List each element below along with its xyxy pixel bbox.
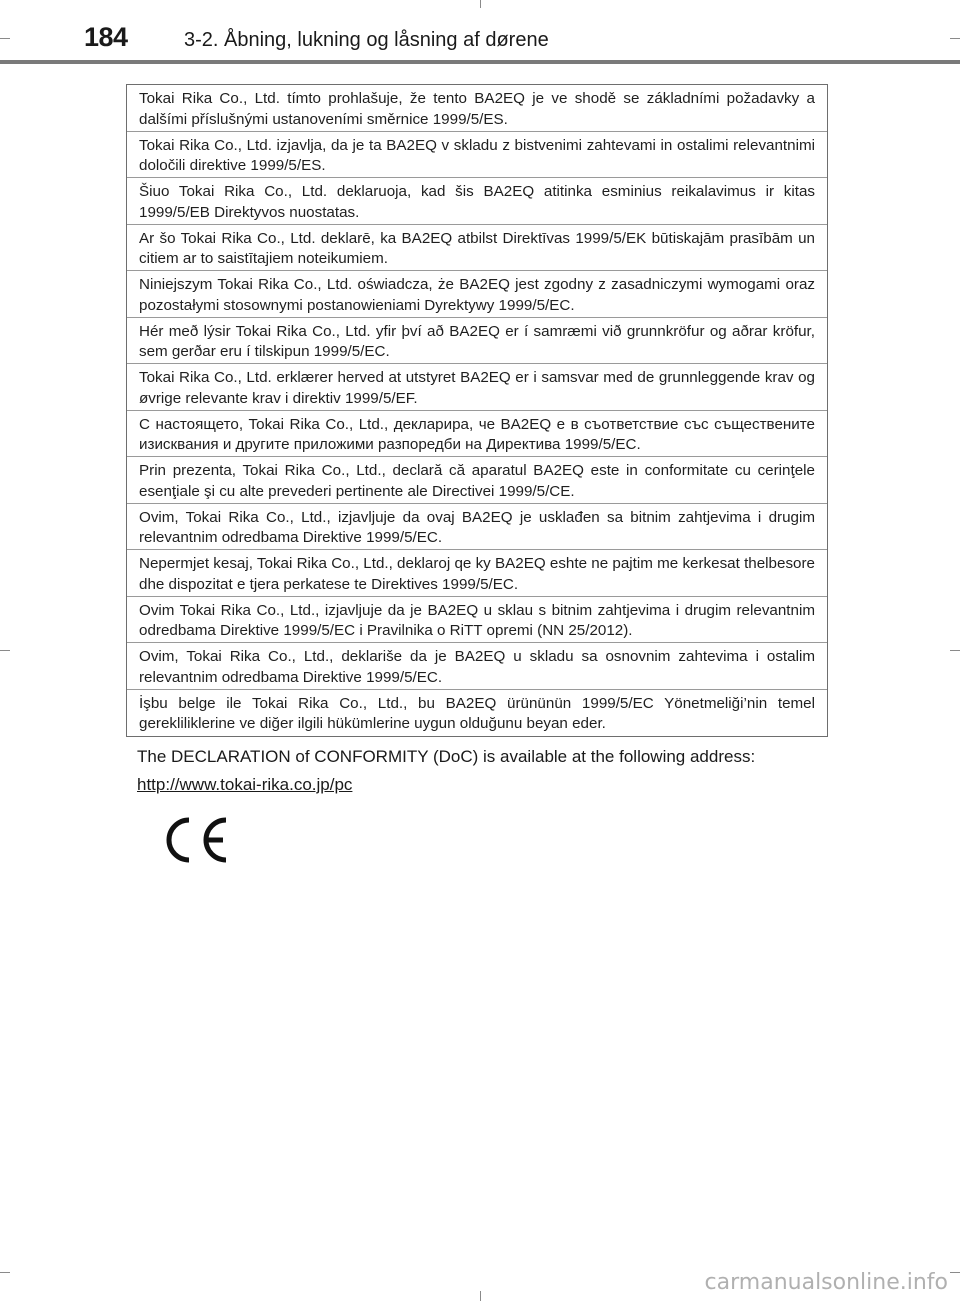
- declaration-serbian: Ovim, Tokai Rika Co., Ltd., deklariše da je BA2EQ u skladu sa osnovnim zahtevima i ostalim relevantnim odredbama Direktive 1999/5/EC.: [127, 643, 827, 690]
- doc-statement: The DECLARATION of CONFORMITY (DoC) is available at the following address:: [137, 747, 756, 766]
- page-header: [0, 0, 960, 64]
- declaration-albanian: Nepermjet kesaj, Tokai Rika Co., Ltd., deklaroj qe ky BA2EQ eshte ne pajtim me kerkesat thelbesore dhe dispozitat e tjera perkatese te Direktives 1999/5/EC.: [127, 550, 827, 597]
- declaration-polish: Niniejszym Tokai Rika Co., Ltd. oświadcza, że BA2EQ jest zgodny z zasadniczymi wymogami oraz pozostałymi stosownymi postanowieniami Dyrektywy 1999/5/EC.: [127, 271, 827, 318]
- declaration-slovenian: Tokai Rika Co., Ltd. izjavlja, da je ta BA2EQ v skladu z bistvenimi zahtevami in ostalimi relevantnimi določili direktive 1999/5/ES.: [127, 132, 827, 179]
- footer-watermark: carmanualsonline.info: [704, 1270, 948, 1295]
- declaration-lithuanian: Šiuo Tokai Rika Co., Ltd. deklaruoja, kad šis BA2EQ atitinka esminius reikalavimus ir kitas 1999/5/EB Direktyvos nuostatas.: [127, 178, 827, 225]
- header-rule: [0, 60, 960, 64]
- declaration-czech: Tokai Rika Co., Ltd. tímto prohlašuje, že tento BA2EQ je ve shodě se základními požadavky a dalšími příslušnými ustanoveními směrnice 1999/5/ES.: [127, 85, 827, 132]
- crop-mark: [0, 650, 10, 651]
- page-number: 184: [84, 22, 128, 52]
- declaration-croatian: Ovim Tokai Rika Co., Ltd., izjavljuje da je BA2EQ u sklau s bitnim zahtjevima i drugim relevantnim odredbama Direktive 1999/5/EC i Pravilnika o RiTT opremi (NN 25/2012).: [127, 597, 827, 644]
- crop-mark: [0, 1272, 10, 1273]
- declaration-turkish: İşbu belge ile Tokai Rika Co., Ltd., bu BA2EQ ürününün 1999/5/EC Yönetmeliği’nin temel gerekliliklerine ve diğer ilgili hükümlerine uygun olduğunu beyan eder.: [139, 694, 815, 732]
- declaration-icelandic: Hér með lýsir Tokai Rika Co., Ltd. yfir því að BA2EQ er í samræmi við grunnkröfur og aðrar kröfur, sem gerðar eru í tilskipun 1999/5/EC.: [127, 318, 827, 365]
- declaration-latvian: Ar šo Tokai Rika Co., Ltd. deklarē, ka BA2EQ atbilst Direktīvas 1999/5/EK būtiskajām prasībām un citiem ar to saistītajiem noteikumiem.: [127, 225, 827, 272]
- declaration-norwegian: Tokai Rika Co., Ltd. erklærer herved at utstyret BA2EQ er i samsvar med de grunnleggende krav og øvrige relevante krav i direktiv 1999/5/EF.: [127, 364, 827, 411]
- declaration-bulgarian: С настоящето, Tokai Rika Co., Ltd., декларира, че BA2EQ е в съответствие със съществените изисквания и другите приложими разпоредби на Директива 1999/5/EC.: [127, 411, 827, 458]
- ce-mark-icon: [160, 815, 230, 865]
- doc-url-link[interactable]: http://www.tokai-rika.co.jp/pc: [137, 775, 353, 794]
- section-title: 3-2. Åbning, lukning og låsning af dørene: [184, 29, 549, 51]
- crop-mark: [480, 1291, 481, 1301]
- declaration-bosnian: Ovim, Tokai Rika Co., Ltd., izjavljuje da ovaj BA2EQ je usklađen sa bitnim zahtjevima i drugim relevantnim odredbama Direktive 1999/5/EC.: [127, 504, 827, 551]
- crop-mark: [950, 1272, 960, 1273]
- declaration-table: [126, 84, 828, 737]
- crop-mark: [950, 650, 960, 651]
- declaration-romanian: Prin prezenta, Tokai Rika Co., Ltd., declară că aparatul BA2EQ este in conformitate cu cerinţele esenţiale şi cu alte prevederi pertinente ale Directivei 1999/5/CE.: [127, 457, 827, 504]
